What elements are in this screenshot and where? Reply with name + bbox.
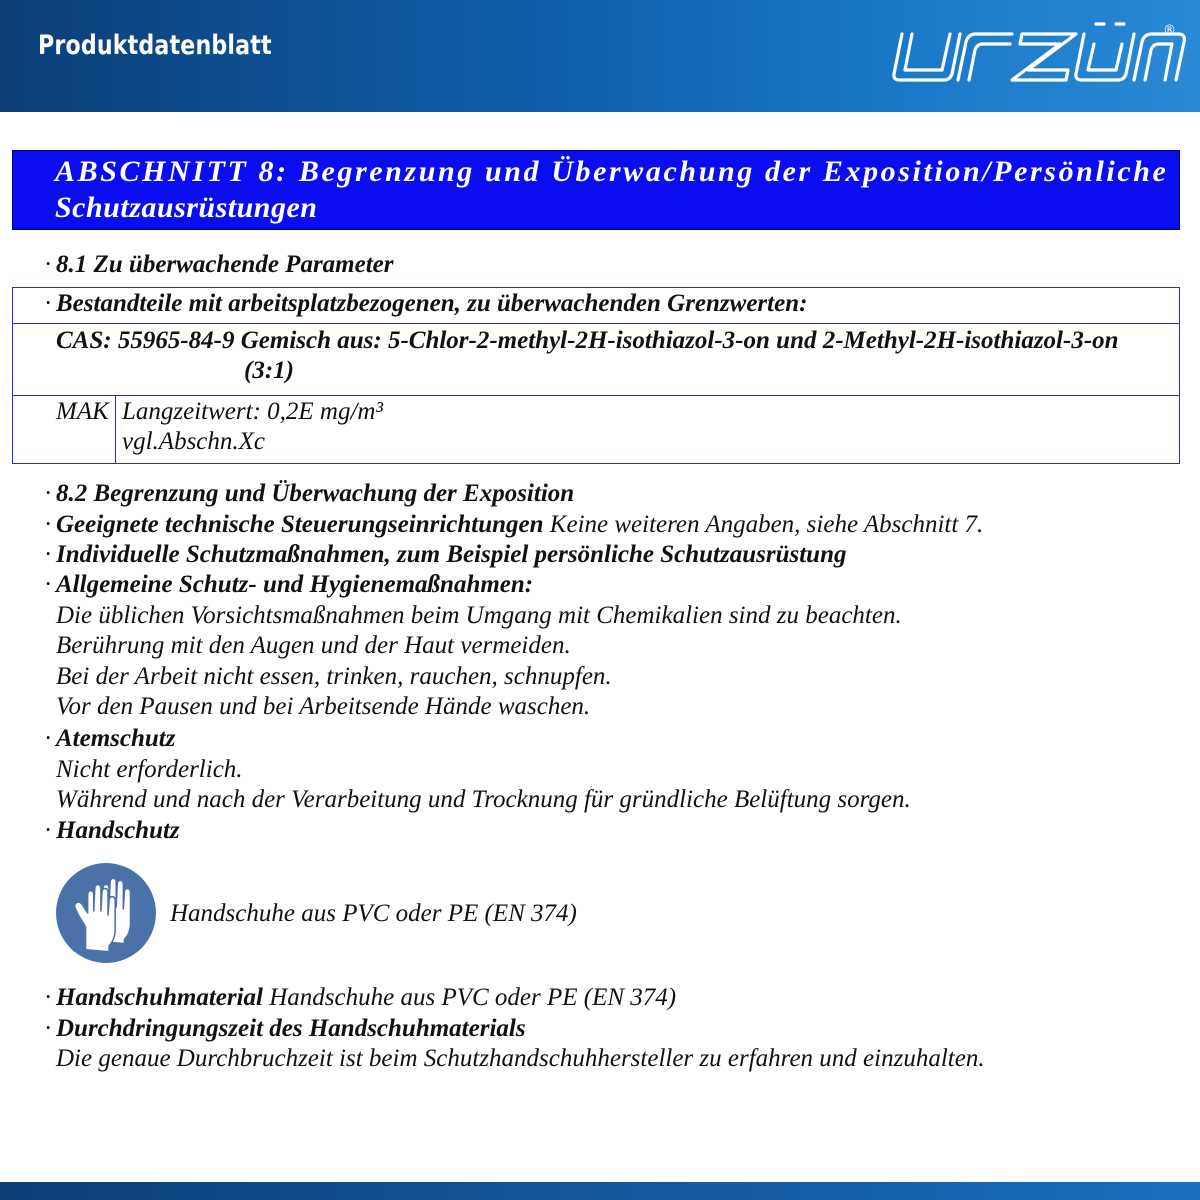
bullet: ·	[44, 984, 53, 1011]
individual-measures: Individuelle Schutzmaßnahmen, zum Beispiel persönliche Schutzausrüstung	[56, 541, 847, 568]
technical-controls-text: Keine weiteren Angaben, siehe Abschnitt 7.	[543, 511, 984, 538]
bullet: ·	[44, 511, 53, 538]
hygiene-line: Vor den Pausen und bei Arbeitsende Hände waschen.	[56, 693, 591, 720]
technical-controls	[56, 510, 983, 540]
cas-line: CAS: 55965-84-9 Gemisch aus: 5-Chlor-2-methyl-2H-isothiazol-3-on und 2-Methyl-2H-isothiazol-3-on	[56, 327, 1119, 354]
gloves-icon	[55, 862, 157, 964]
bullet: ·	[44, 480, 53, 507]
mak-reference: vgl.Abschn.Xc	[122, 428, 266, 455]
bullet: ·	[44, 1015, 53, 1042]
heading-8-1: 8.1 Zu überwachende Parameter	[56, 251, 394, 278]
mak-value: Langzeitwert: 0,2E mg/m³	[122, 398, 383, 425]
breath-protection-label: Atemschutz	[56, 725, 176, 752]
breath-protection-line: Nicht erforderlich.	[56, 756, 243, 783]
technical-controls-label: Geeignete technische Steuerungseinrichtungen	[56, 511, 544, 538]
hand-protection-text: Handschuhe aus PVC oder PE (EN 374)	[170, 900, 577, 927]
table-column-divider	[115, 395, 116, 464]
section-heading-band	[12, 150, 1180, 230]
penetration-time-text: Die genaue Durchbruchzeit ist beim Schutzhandschuhhersteller zu erfahren und einzuhalten.	[56, 1045, 985, 1072]
bullet: ·	[44, 817, 53, 844]
glove-material	[56, 983, 676, 1013]
heading-8-2: 8.2 Begrenzung und Überwachung der Exposition	[56, 480, 575, 507]
hygiene-line: Bei der Arbeit nicht essen, trinken, rauchen, schnupfen.	[56, 663, 612, 690]
hygiene-label: Allgemeine Schutz- und Hygienemaßnahmen:	[56, 571, 534, 598]
glove-material-text: Handschuhe aus PVC oder PE (EN 374)	[263, 984, 677, 1011]
penetration-time-label: Durchdringungszeit des Handschuhmaterials	[56, 1015, 526, 1042]
table-divider	[12, 323, 1180, 324]
section-title-line2: Schutzausrüstungen	[55, 191, 318, 224]
hygiene-line: Die üblichen Vorsichtsmaßnahmen beim Umgang mit Chemikalien sind zu beachten.	[56, 602, 902, 629]
brand-logo	[888, 20, 1188, 90]
page-header	[0, 0, 1200, 112]
registered-mark: ®	[1163, 23, 1176, 38]
bullet: ·	[44, 571, 53, 598]
section-title-line1: ABSCHNITT 8: Begrenzung und Überwachung der Exposition/Persönliche	[55, 155, 1169, 188]
bullet: ·	[44, 251, 53, 278]
table-header: Bestandteile mit arbeitsplatzbezogenen, zu überwachenden Grenzwerten:	[56, 290, 808, 317]
bullet: ·	[44, 541, 53, 568]
bullet: ·	[44, 290, 53, 317]
glove-material-label: Handschuhmaterial	[56, 984, 263, 1011]
bullet: ·	[44, 725, 53, 752]
cas-ratio: (3:1)	[244, 357, 294, 384]
mak-label: MAK	[56, 398, 109, 425]
hygiene-line: Berührung mit den Augen und der Haut vermeiden.	[56, 632, 571, 659]
hand-protection-label: Handschutz	[56, 817, 180, 844]
header-title: Produktdatenblatt	[38, 30, 272, 61]
breath-protection-line: Während und nach der Verarbeitung und Trocknung für gründliche Belüftung sorgen.	[56, 786, 911, 813]
table-divider	[12, 395, 1180, 396]
footer-bar	[0, 1182, 1200, 1200]
